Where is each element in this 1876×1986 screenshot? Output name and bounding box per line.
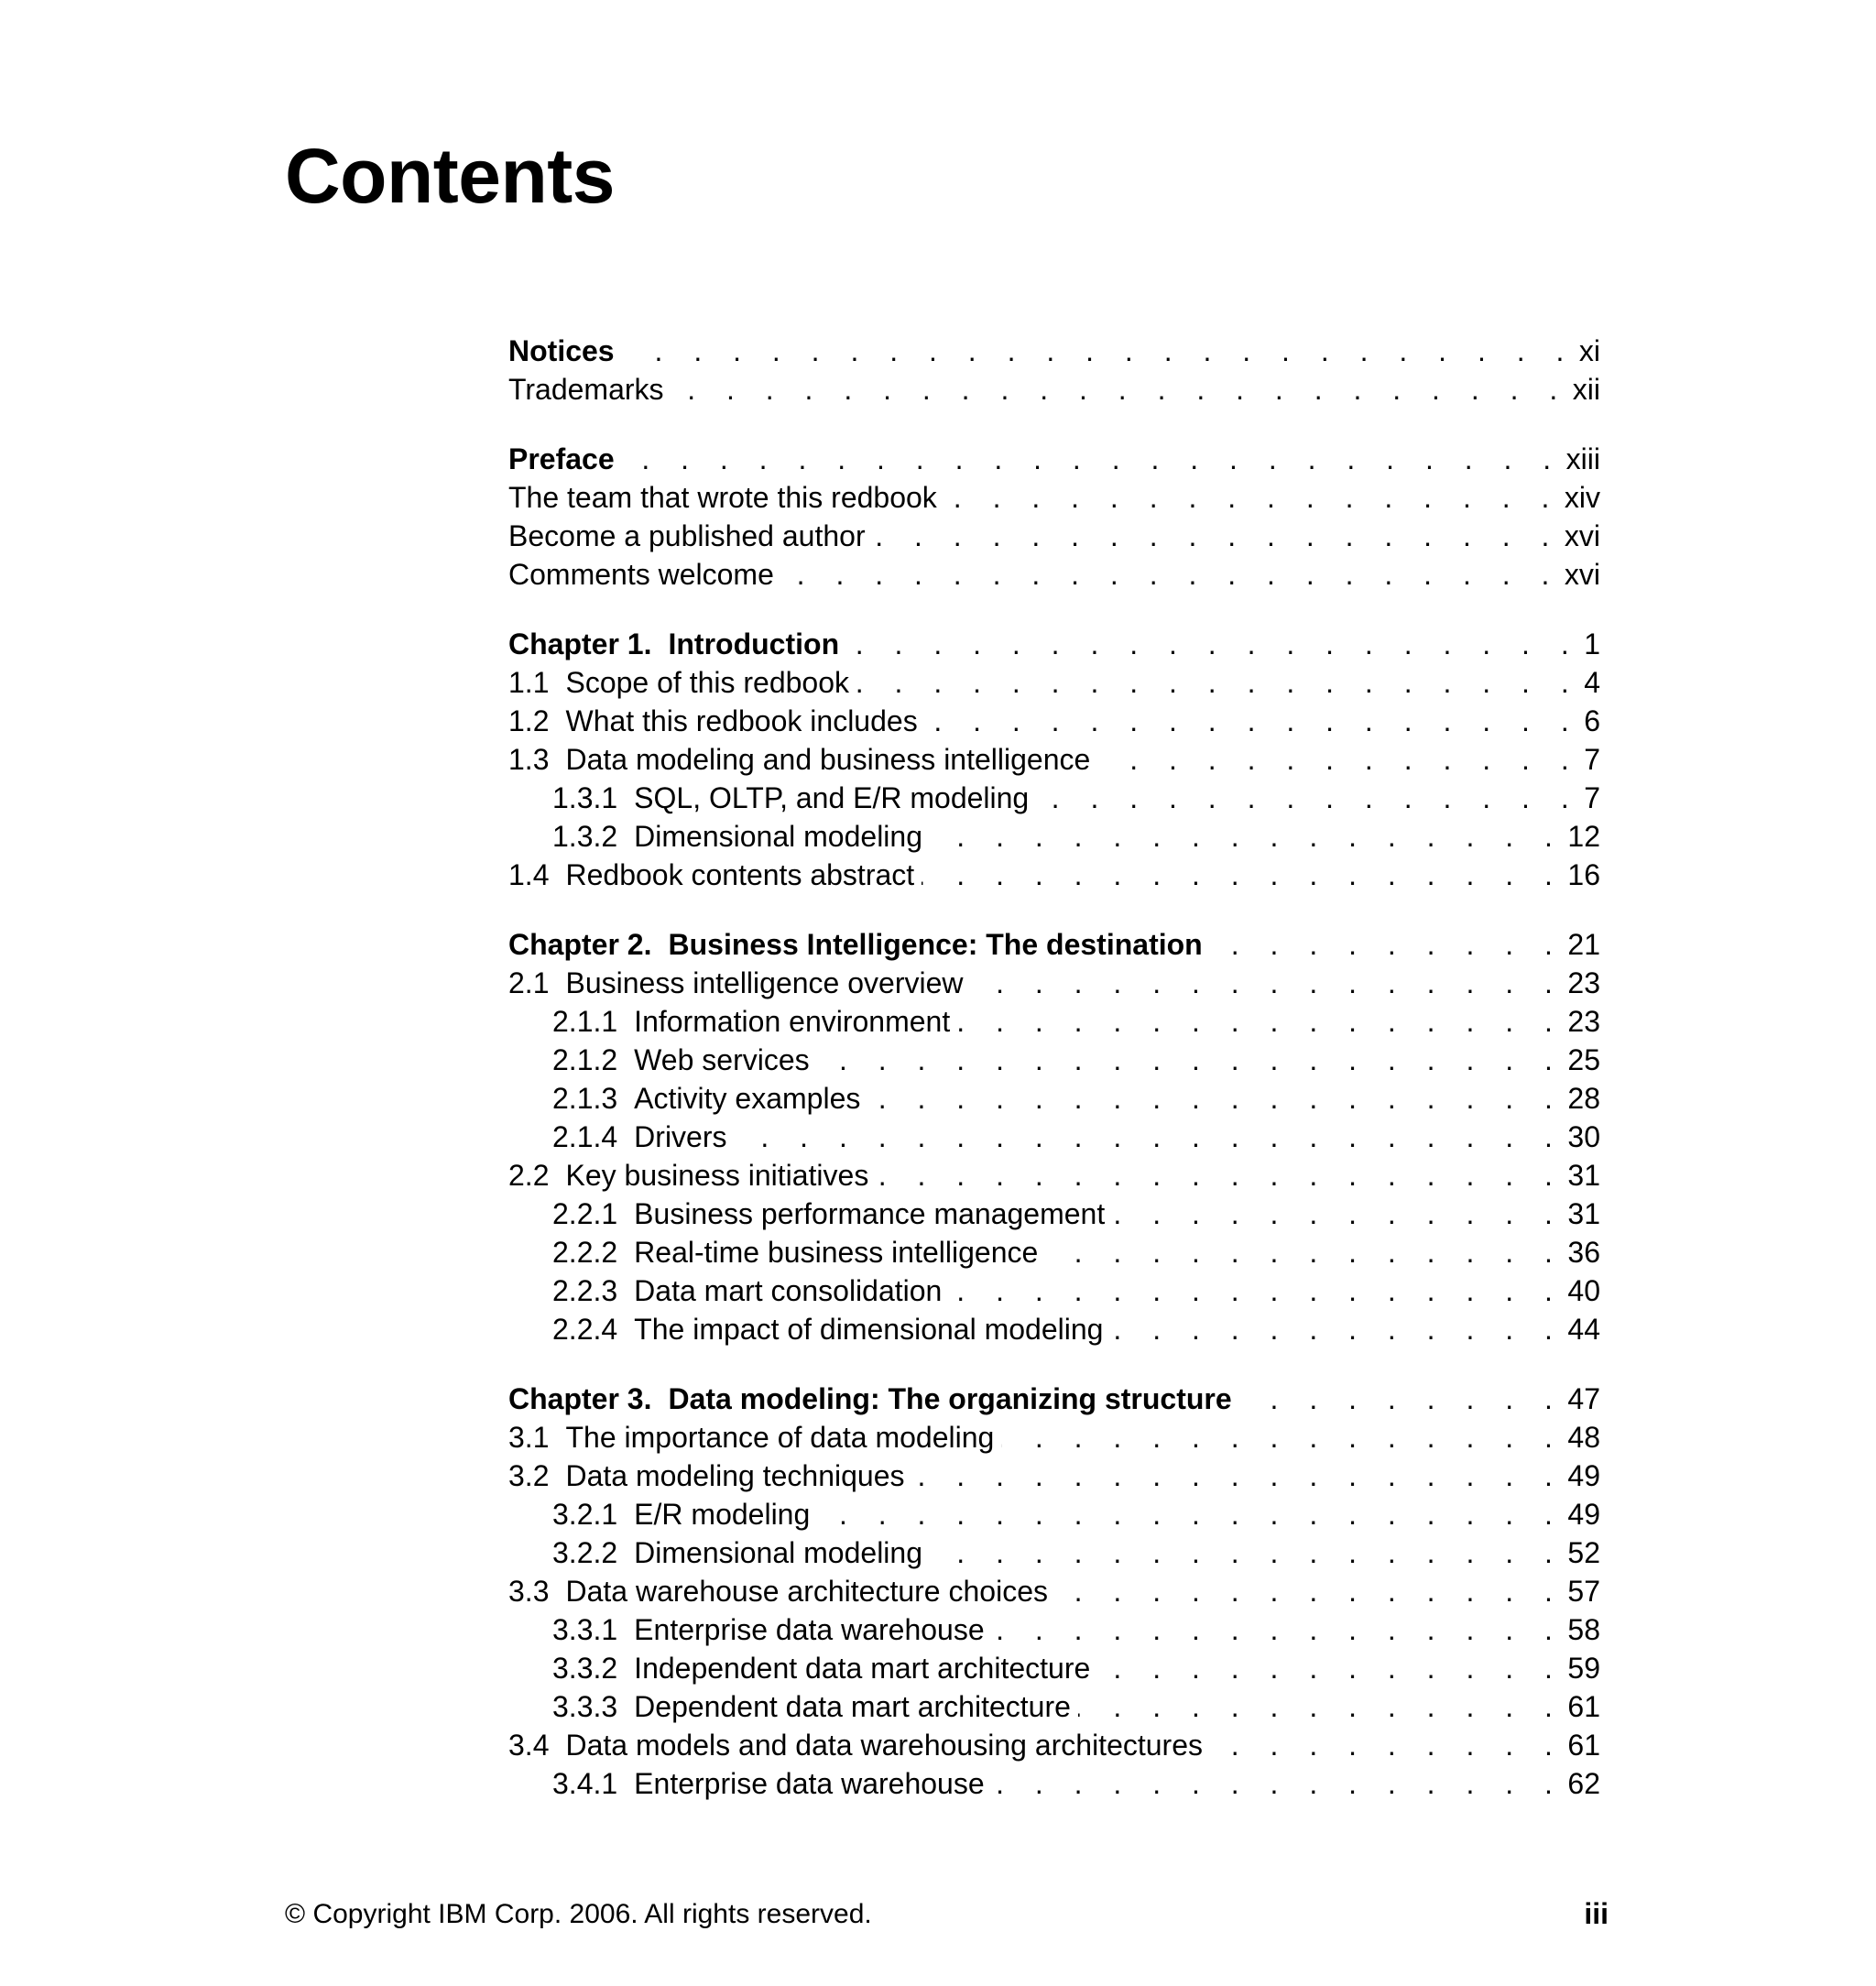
toc-entry-page: 7 (1584, 781, 1600, 814)
toc-entry-number: 2.2.1 (552, 1197, 618, 1230)
toc-entry-page: xiii (1565, 442, 1600, 475)
toc-entry-number: 3.2 (508, 1459, 550, 1492)
toc-entry-text: Dependent data mart architecture (634, 1690, 1071, 1723)
toc-entry-title (508, 555, 774, 594)
toc-entry-number: 2.1.1 (552, 1005, 618, 1038)
footer-page-number: iii (1584, 1897, 1609, 1930)
toc-entry-number: 2.2.4 (552, 1313, 618, 1346)
toc-entry-text: The impact of dimensional modeling (634, 1313, 1104, 1346)
toc-group (508, 625, 1600, 894)
toc-entry-title (552, 817, 922, 856)
toc-entry[interactable] (508, 478, 1600, 517)
dot-leader (817, 1495, 1564, 1533)
dot-leader (1045, 1233, 1564, 1271)
toc-entry-text: The importance of data modeling (565, 1421, 995, 1454)
toc-entry-text: Data modeling and business intelligence (565, 743, 1091, 776)
toc-entry[interactable] (508, 370, 1600, 409)
dot-leader (1097, 1649, 1564, 1687)
toc-entry-title (508, 440, 615, 478)
toc-entry[interactable] (508, 1118, 1600, 1156)
toc-entry-text: Dimensional modeling (634, 1536, 922, 1569)
toc-entry[interactable] (508, 1310, 1600, 1348)
dot-leader (992, 1610, 1565, 1649)
toc-entry-number: 1.4 (508, 858, 550, 891)
toc-entry-number: Chapter 1. (508, 627, 652, 660)
toc-entry-page: 6 (1584, 704, 1600, 737)
toc-entry-title (508, 1572, 1048, 1610)
dot-leader (1036, 779, 1580, 817)
toc-entry-title (552, 1002, 950, 1041)
toc-entry-title (552, 1310, 1103, 1348)
toc-entry-text: SQL, OLTP, and E/R modeling (634, 781, 1030, 814)
toc-entry[interactable] (508, 1002, 1600, 1041)
toc-entry-number: 2.1.4 (552, 1120, 618, 1153)
dot-leader (1078, 1687, 1565, 1726)
toc-entry-number: Chapter 3. (508, 1382, 652, 1415)
toc-entry-title (508, 1156, 868, 1195)
toc-entry-text: Web services (634, 1043, 810, 1076)
toc-entry-title (552, 1233, 1038, 1271)
toc-entry-page: 62 (1567, 1767, 1600, 1800)
toc-entry-text: Scope of this redbook (565, 666, 850, 699)
dot-leader (1097, 740, 1580, 779)
toc-entry-number: 3.3.2 (552, 1652, 618, 1685)
toc-entry[interactable] (508, 964, 1600, 1002)
toc-entry-page: 7 (1584, 743, 1600, 776)
toc-entry-page: 28 (1567, 1082, 1600, 1115)
toc-entry-title (552, 1495, 810, 1533)
dot-leader (1112, 1195, 1564, 1233)
dot-leader (930, 817, 1564, 856)
toc-entry-number: 1.1 (508, 666, 550, 699)
toc-entry-text: Preface (508, 442, 615, 475)
toc-entry-title (552, 1764, 985, 1803)
toc-entry-text: Business performance management (634, 1197, 1106, 1230)
toc-entry[interactable] (508, 1533, 1600, 1572)
dot-leader (1210, 1726, 1564, 1764)
toc-entry-number: Chapter 2. (508, 928, 652, 961)
toc-entry-page: 31 (1567, 1159, 1600, 1192)
toc-entry-title (508, 517, 866, 555)
toc-entry-text: Comments welcome (508, 558, 774, 591)
toc-entry-page: 49 (1567, 1498, 1600, 1531)
toc-entry[interactable] (508, 1079, 1600, 1118)
toc-entry[interactable] (508, 555, 1600, 594)
toc-entry-number: 3.2.1 (552, 1498, 618, 1531)
toc-entry[interactable] (508, 702, 1600, 740)
toc-entry-title (552, 1118, 727, 1156)
dot-leader (856, 663, 1580, 702)
toc-entry-text: Independent data mart architecture (634, 1652, 1091, 1685)
toc-entry[interactable] (508, 1233, 1600, 1271)
dot-leader (817, 1041, 1565, 1079)
dot-leader (846, 625, 1580, 663)
toc-entry-title (552, 1687, 1071, 1726)
toc-entry[interactable] (508, 925, 1600, 964)
toc-entry-text: Business intelligence overview (565, 966, 964, 999)
dot-leader (781, 555, 1561, 594)
toc-entry-title (508, 964, 963, 1002)
toc-entry-text: Business Intelligence: The destination (668, 928, 1203, 961)
toc-entry-page: 25 (1567, 1043, 1600, 1076)
toc-entry-page: 4 (1584, 666, 1600, 699)
toc-entry[interactable] (508, 817, 1600, 856)
dot-leader (912, 1457, 1565, 1495)
dot-leader (949, 1271, 1564, 1310)
toc-group (508, 332, 1600, 409)
toc-entry-title (508, 702, 918, 740)
toc-entry-text: Data models and data warehousing architectures (565, 1729, 1203, 1762)
dot-leader (671, 370, 1569, 409)
toc-entry-title (552, 1610, 985, 1649)
toc-entry-page: 12 (1567, 820, 1600, 853)
toc-entry-page: 47 (1567, 1382, 1600, 1415)
dot-leader (873, 517, 1561, 555)
dot-leader (922, 856, 1564, 894)
toc-entry-text: The team that wrote this redbook (508, 481, 937, 514)
toc-entry-page: 61 (1567, 1690, 1600, 1723)
toc-group (508, 925, 1600, 1348)
toc-entry-title (508, 925, 1203, 964)
dot-leader (622, 440, 1563, 478)
toc-entry-number: 2.2 (508, 1159, 550, 1192)
toc-entry[interactable] (508, 517, 1600, 555)
toc-entry-number: 3.3 (508, 1575, 550, 1608)
dot-leader (622, 332, 1576, 370)
toc-entry-text: Enterprise data warehouse (634, 1613, 985, 1646)
dot-leader (930, 1533, 1564, 1572)
toc-entry-page: 44 (1567, 1313, 1600, 1346)
dot-leader (1110, 1310, 1564, 1348)
dot-leader (957, 1002, 1564, 1041)
dot-leader (1001, 1418, 1564, 1457)
toc-entry-text: Information environment (634, 1005, 951, 1038)
toc-entry-title (552, 1271, 942, 1310)
toc-entry[interactable] (508, 1271, 1600, 1310)
toc-entry[interactable] (508, 1418, 1600, 1457)
toc-entry-text: Redbook contents abstract (565, 858, 915, 891)
toc-entry-title (508, 856, 914, 894)
table-of-contents (508, 332, 1600, 1834)
toc-entry-page: 49 (1567, 1459, 1600, 1492)
dot-leader (735, 1118, 1565, 1156)
toc-entry[interactable] (508, 1457, 1600, 1495)
toc-entry-number: 1.3.2 (552, 820, 618, 853)
toc-entry-page: 16 (1567, 858, 1600, 891)
toc-entry-title (508, 332, 615, 370)
toc-entry-text: What this redbook includes (565, 704, 918, 737)
page-title: Contents (285, 133, 615, 219)
toc-entry-page: 30 (1567, 1120, 1600, 1153)
toc-entry-page: 40 (1567, 1274, 1600, 1307)
toc-group (508, 440, 1600, 594)
dot-leader (970, 964, 1564, 1002)
toc-entry-text: Data modeling techniques (565, 1459, 905, 1492)
toc-entry-number: 2.1.3 (552, 1082, 618, 1115)
toc-entry-title (508, 478, 937, 517)
toc-entry-text: Data modeling: The organizing structure (668, 1382, 1232, 1415)
toc-entry-text: Enterprise data warehouse (634, 1767, 985, 1800)
toc-entry[interactable] (508, 332, 1600, 370)
toc-entry-text: Notices (508, 334, 615, 367)
toc-entry-text: Data warehouse architecture choices (565, 1575, 1048, 1608)
toc-entry-page: xi (1578, 334, 1600, 367)
toc-entry-page: 59 (1567, 1652, 1600, 1685)
toc-group (508, 1380, 1600, 1803)
toc-entry[interactable] (508, 779, 1600, 817)
toc-entry-text: Data mart consolidation (634, 1274, 943, 1307)
toc-entry-title (552, 1533, 922, 1572)
toc-entry-text: Key business initiatives (565, 1159, 869, 1192)
toc-entry[interactable] (508, 740, 1600, 779)
toc-entry-number: 3.3.1 (552, 1613, 618, 1646)
toc-entry-text: E/R modeling (634, 1498, 811, 1531)
toc-entry-page: 21 (1567, 928, 1600, 961)
toc-entry-title (508, 1380, 1232, 1418)
dot-leader (1239, 1380, 1565, 1418)
toc-entry[interactable] (508, 1649, 1600, 1687)
toc-entry-text: Activity examples (634, 1082, 861, 1115)
toc-entry-title (552, 1195, 1105, 1233)
toc-entry[interactable] (508, 1572, 1600, 1610)
toc-entry-page: 52 (1567, 1536, 1600, 1569)
toc-entry[interactable] (508, 1380, 1600, 1418)
toc-entry-title (508, 370, 664, 409)
dot-leader (1055, 1572, 1564, 1610)
dot-leader (876, 1156, 1564, 1195)
toc-entry-page: xvi (1564, 558, 1600, 591)
toc-entry[interactable] (508, 1156, 1600, 1195)
toc-entry-page: 36 (1567, 1236, 1600, 1269)
toc-entry-number: 2.2.2 (552, 1236, 618, 1269)
toc-entry-page: xii (1572, 373, 1600, 406)
toc-entry-text: Introduction (668, 627, 840, 660)
toc-entry-title (552, 1041, 810, 1079)
toc-entry-title (508, 625, 839, 663)
toc-entry-number: 3.4 (508, 1729, 550, 1762)
toc-entry-text: Real-time business intelligence (634, 1236, 1039, 1269)
toc-entry[interactable] (508, 440, 1600, 478)
toc-entry-title (552, 779, 1029, 817)
toc-entry-title (552, 1649, 1090, 1687)
dot-leader (992, 1764, 1565, 1803)
toc-entry-number: 2.2.3 (552, 1274, 618, 1307)
toc-entry[interactable] (508, 625, 1600, 663)
toc-entry-number: 3.3.3 (552, 1690, 618, 1723)
toc-entry-page: 1 (1584, 627, 1600, 660)
toc-entry-number: 1.2 (508, 704, 550, 737)
toc-entry[interactable] (508, 1764, 1600, 1803)
toc-entry-text: Become a published author (508, 519, 866, 552)
dot-leader (944, 478, 1561, 517)
toc-entry-title (508, 663, 849, 702)
toc-entry-title (552, 1079, 860, 1118)
toc-entry-page: xiv (1564, 481, 1600, 514)
toc-entry-page: 23 (1567, 966, 1600, 999)
toc-entry-page: 31 (1567, 1197, 1600, 1230)
toc-entry[interactable] (508, 1195, 1600, 1233)
toc-entry-page: 23 (1567, 1005, 1600, 1038)
toc-entry-number: 3.4.1 (552, 1767, 618, 1800)
toc-entry-page: 48 (1567, 1421, 1600, 1454)
toc-entry-title (508, 1726, 1203, 1764)
toc-entry-page: 57 (1567, 1575, 1600, 1608)
dot-leader (1210, 925, 1565, 964)
toc-entry-text: Drivers (634, 1120, 727, 1153)
toc-entry[interactable] (508, 856, 1600, 894)
toc-entry-text: Dimensional modeling (634, 820, 922, 853)
toc-entry[interactable] (508, 1041, 1600, 1079)
toc-entry-number: 1.3.1 (552, 781, 618, 814)
toc-entry-number: 1.3 (508, 743, 550, 776)
toc-entry-number: 2.1 (508, 966, 550, 999)
toc-entry-title (508, 1418, 994, 1457)
toc-entry[interactable] (508, 1610, 1600, 1649)
toc-entry-title (508, 740, 1090, 779)
toc-entry[interactable] (508, 1726, 1600, 1764)
footer-copyright: © Copyright IBM Corp. 2006. All rights reserved. (285, 1899, 872, 1929)
toc-entry-page: 58 (1567, 1613, 1600, 1646)
toc-entry-page: xvi (1564, 519, 1600, 552)
toc-entry-number: 2.1.2 (552, 1043, 618, 1076)
toc-entry-number: 3.2.2 (552, 1536, 618, 1569)
toc-entry-title (508, 1457, 905, 1495)
toc-entry[interactable] (508, 663, 1600, 702)
dot-leader (925, 702, 1581, 740)
toc-entry-page: 61 (1567, 1729, 1600, 1762)
toc-entry[interactable] (508, 1687, 1600, 1726)
toc-entry-number: 3.1 (508, 1421, 550, 1454)
toc-entry-text: Trademarks (508, 373, 664, 406)
dot-leader (867, 1079, 1564, 1118)
toc-entry[interactable] (508, 1495, 1600, 1533)
